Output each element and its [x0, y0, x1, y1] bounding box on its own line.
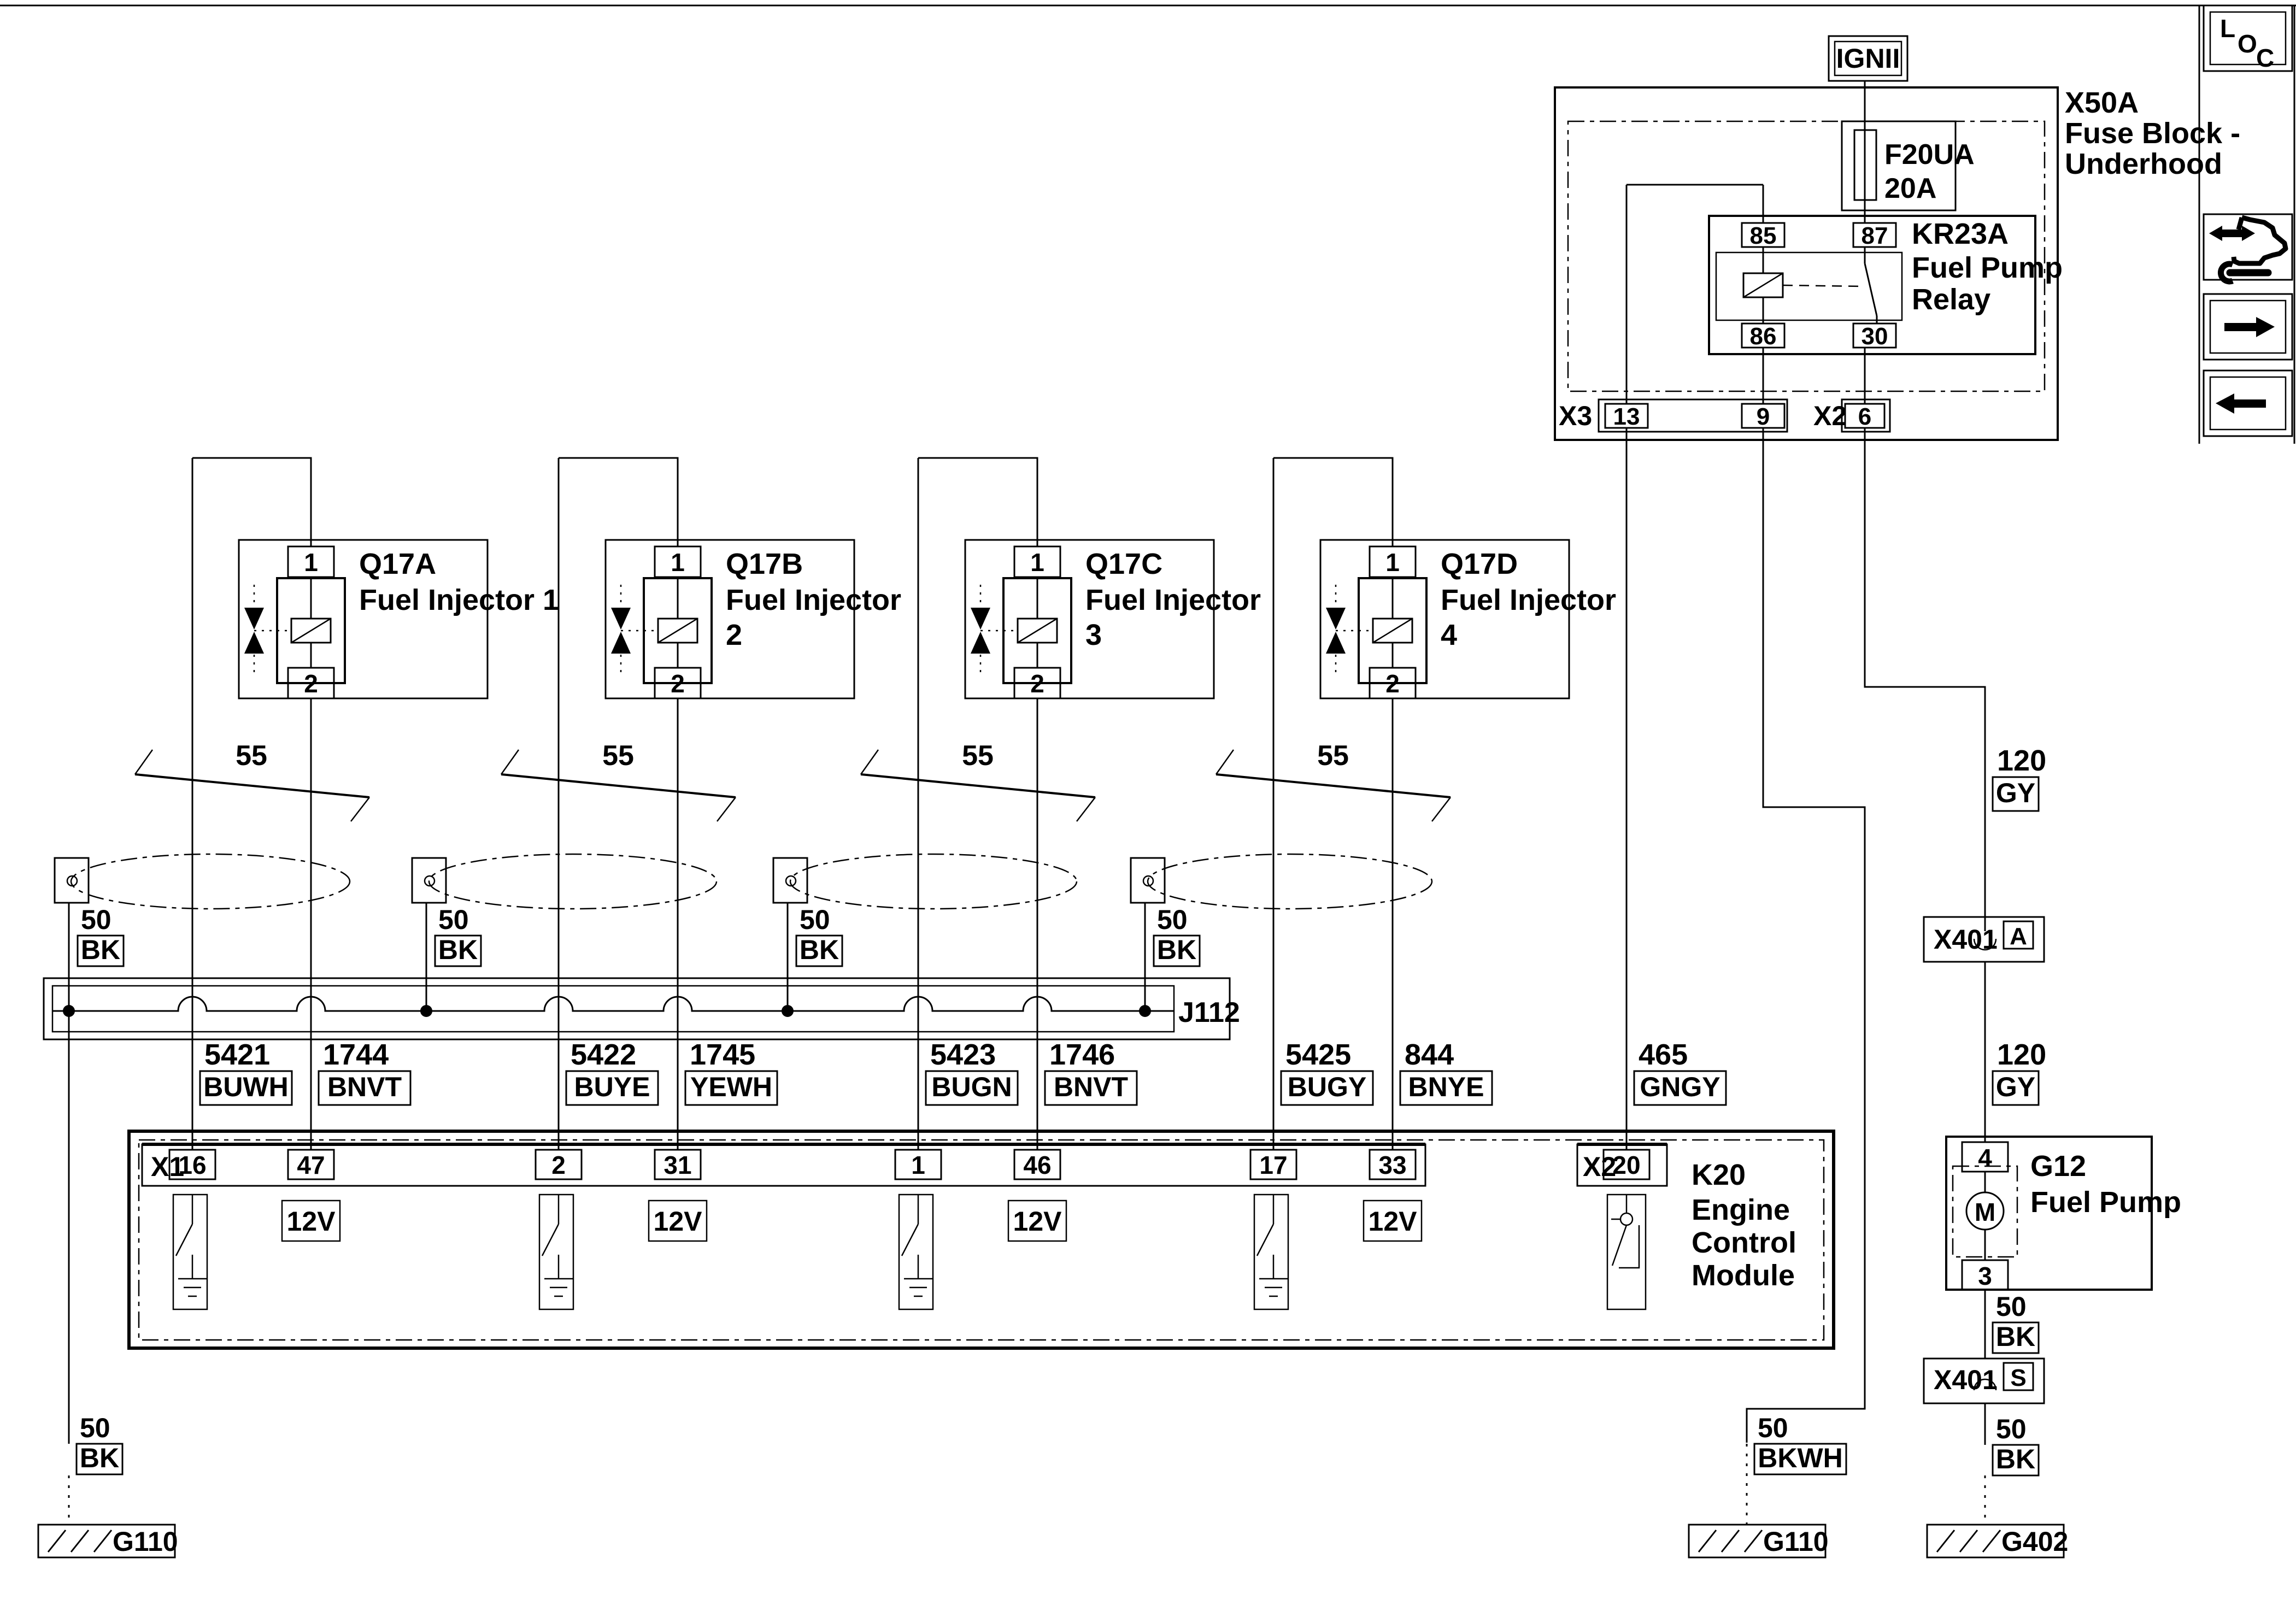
fuse-id: F20UA [1884, 139, 1975, 170]
wire-50bkwh-color: BKWH [1758, 1443, 1843, 1473]
pump-pin-3: 3 [1978, 1262, 1992, 1290]
wire-50bk-b-color: BK [1995, 1444, 2036, 1474]
fuel-pump-g12 [1946, 1137, 2181, 1290]
twisted-pair-note [135, 740, 369, 821]
connector-x3-label: X3 [1559, 401, 1593, 431]
twisted-pair-note [861, 740, 1095, 821]
wire-50bk-b-circuit: 50 [1996, 1414, 2027, 1444]
ecm-relay-driver [1607, 1195, 1646, 1309]
inline-connector-x401-a [1924, 917, 2044, 962]
wire-1744-circuit: 1744 [323, 1038, 389, 1071]
injector-channel-2 [412, 458, 901, 1150]
vehicle-diagnostic-icon [2209, 217, 2286, 281]
fuse-block-x50a [1555, 86, 2240, 440]
injector-id: Q17A [359, 548, 437, 580]
wire-120b-circuit: 120 [1997, 1038, 2047, 1071]
twist-note-label: 55 [602, 740, 634, 772]
loc-icon [2220, 14, 2274, 72]
ecm-k20 [129, 1131, 1834, 1348]
relay-switch-blade [1865, 263, 1877, 316]
v12-label: 12V [286, 1206, 336, 1237]
relay-name-2: Relay [1912, 283, 1991, 316]
ground-right-id: G402 [2001, 1526, 2069, 1557]
ecm-pin-16: 16 [178, 1151, 207, 1179]
shield-terminal [412, 858, 446, 903]
ecm-name-3: Module [1692, 1259, 1795, 1292]
wire-50bk-left-circuit: 50 [80, 1413, 110, 1443]
wire-labels-ch3 [926, 1038, 1137, 1105]
injector-pin-1: 1 [1030, 548, 1044, 577]
injector-q17a [239, 540, 559, 698]
drain-circuit: 50 [81, 904, 111, 935]
shield-ellipse [71, 854, 350, 909]
wire-5423-circuit: 5423 [930, 1038, 996, 1071]
injector-id: Q17D [1441, 548, 1518, 580]
relay-pin-87: 87 [1861, 222, 1888, 249]
wire-5421-circuit: 5421 [204, 1038, 271, 1071]
wire-5422-color: BUYE [574, 1072, 650, 1102]
wire-labels-ch1 [200, 1038, 410, 1105]
wire-1746-color: BNVT [1053, 1072, 1129, 1102]
ground-mid-id: G110 [1763, 1526, 1829, 1557]
ecm-name-2: Control [1692, 1226, 1796, 1259]
injector-valve-icon [1326, 585, 1372, 677]
shield-drain-3 [773, 858, 842, 1011]
wire-465-circuit: 465 [1639, 1038, 1688, 1071]
relay-pin-85: 85 [1749, 222, 1777, 249]
loc-letter-o: O [2238, 30, 2257, 58]
wire-5425-circuit: 5425 [1285, 1038, 1352, 1071]
arrow-right-icon [2224, 317, 2275, 337]
injector-q17b [606, 540, 901, 698]
v12-label: 12V [1013, 1206, 1062, 1237]
ecm-pin-1: 1 [911, 1151, 925, 1179]
injector-channel-4 [1131, 458, 1616, 1150]
relay-pin-86: 86 [1749, 323, 1777, 350]
shield-drain-2 [412, 858, 481, 1011]
pump-name: Fuel Pump [2030, 1186, 2182, 1219]
x401s-pin: S [2010, 1365, 2027, 1391]
loc-letter-l: L [2220, 14, 2236, 43]
ground-g110-mid [1689, 1525, 1829, 1557]
ground-left-id: G110 [113, 1526, 178, 1557]
splice-inner [52, 986, 1174, 1032]
wire-50bk-a-circuit: 50 [1996, 1291, 2027, 1322]
shield-ellipse [429, 854, 717, 909]
injector-pin-2: 2 [671, 669, 685, 698]
drain-color: BK [80, 934, 121, 965]
ecm-x1-label: X1 [151, 1151, 185, 1182]
ignition-source-tag [1829, 36, 1907, 130]
pump-pin-4: 4 [1978, 1144, 1992, 1172]
wire-50bk-a-color: BK [1995, 1321, 2036, 1352]
fuse-block-connector-x2 [1813, 399, 1890, 432]
injector-name-1: Fuel Injector 1 [359, 584, 560, 616]
injector-pin-1: 1 [671, 548, 685, 577]
ecm-12v-labels [282, 1201, 1422, 1241]
x401a-label: X401 [1934, 924, 1998, 955]
x401s-label: X401 [1934, 1365, 1998, 1395]
ground-g110-left [38, 1525, 178, 1557]
ecm-pin-33: 33 [1378, 1151, 1407, 1179]
twisted-pair-note [501, 740, 736, 821]
connector-x3-pin-13: 13 [1613, 403, 1640, 430]
wire-120a-circuit: 120 [1997, 744, 2047, 777]
injector-name-1: Fuel Injector [1441, 584, 1617, 616]
connector-x3-pin-9: 9 [1756, 403, 1770, 430]
twist-note-label: 55 [1317, 740, 1349, 772]
fuse-rating: 20A [1884, 173, 1937, 204]
drain-color: BK [438, 934, 478, 965]
relay-pin-30: 30 [1861, 323, 1888, 350]
drain-circuit: 50 [1157, 904, 1188, 935]
twist-note-label: 55 [236, 740, 267, 772]
injector-name-1: Fuel Injector [726, 584, 902, 616]
fuse-block-id: X50A [2065, 86, 2139, 119]
loc-letter-c: C [2256, 44, 2275, 72]
pump-ground-path [1924, 1290, 2044, 1525]
wire-5421-color: BUWH [203, 1072, 289, 1102]
drain-color: BK [1156, 934, 1197, 965]
ecm-id: K20 [1692, 1159, 1746, 1191]
wire-5425-color: BUGY [1287, 1072, 1367, 1102]
wire-844-color: BNYE [1408, 1072, 1484, 1102]
wire-labels-ch2 [566, 1038, 777, 1105]
v12-label: 12V [653, 1206, 702, 1237]
splice-dot [782, 1005, 794, 1017]
drain-color: BK [799, 934, 839, 965]
splice-id: J112 [1178, 997, 1240, 1028]
injector-valve-icon [971, 585, 1017, 677]
v12-label: 12V [1368, 1206, 1417, 1237]
ecm-pin-47: 47 [297, 1151, 325, 1179]
relay-name-1: Fuel Pump [1912, 251, 2063, 284]
wire-1745-color: YEWH [690, 1072, 772, 1102]
connector-x2-label: X2 [1813, 401, 1847, 431]
shield-drain-4 [1131, 858, 1200, 1011]
ecm-pin-2: 2 [551, 1151, 566, 1179]
injector-valve-icon [611, 585, 657, 677]
injector-pin-1: 1 [304, 548, 318, 577]
relay-link-dashed [1783, 285, 1863, 286]
splice-pack-j112 [44, 978, 1240, 1039]
wire-50bk-left-color: BK [79, 1443, 120, 1473]
pump-id: G12 [2030, 1150, 2087, 1183]
drain-circuit: 50 [438, 904, 469, 935]
injector-channel-1 [55, 458, 559, 1150]
injector-pin-1: 1 [1385, 548, 1400, 577]
ecm-name-1: Engine [1692, 1193, 1790, 1226]
wire-1746-circuit: 1746 [1049, 1038, 1115, 1071]
wire-844-circuit: 844 [1405, 1038, 1454, 1071]
injector-q17c [965, 540, 1261, 698]
ground-g402 [1927, 1525, 2068, 1557]
ecm-driver-3 [899, 1195, 933, 1309]
injector-name-1: Fuel Injector [1085, 584, 1261, 616]
splice-dot [1139, 1005, 1151, 1017]
ecm-x2-label: X2 [1583, 1151, 1617, 1182]
relay-kr23a [1626, 185, 2063, 404]
forward-button[interactable] [2204, 294, 2292, 360]
ecm-id-block [1692, 1159, 1796, 1292]
wire-labels-ch4 [1281, 1038, 1492, 1105]
fuse-f20ua [1842, 121, 1975, 223]
pump-feed-wire [1865, 428, 2046, 1142]
arrow-left-icon [2216, 393, 2266, 414]
twisted-pair-note [1216, 740, 1451, 821]
shield-ellipse [790, 854, 1077, 909]
back-button[interactable] [2204, 371, 2292, 436]
connector-x2-pin-6: 6 [1858, 403, 1872, 430]
wire-5422-circuit: 5422 [571, 1038, 637, 1071]
splice-dot [420, 1005, 432, 1017]
wire-1744-color: BNVT [327, 1072, 402, 1102]
wire-120b-color: GY [1995, 1072, 2036, 1102]
fuse-block-name-1: Fuse Block - [2065, 117, 2241, 150]
ignition-label: IGNII [1836, 43, 1900, 74]
twist-note-label: 55 [962, 740, 994, 772]
ecm-driver-2 [539, 1195, 573, 1309]
x401a-pin: A [2010, 923, 2027, 950]
injector-q17d [1320, 540, 1616, 698]
fuse-block-connector-x3 [1559, 399, 1787, 432]
wire-465-color: GNGY [1640, 1072, 1720, 1102]
inline-connector-x401-s [1924, 1359, 2044, 1403]
fuse-block-name-2: Underhood [2065, 148, 2222, 180]
wire-1745-circuit: 1745 [690, 1038, 756, 1071]
shield-ellipse [1148, 854, 1432, 909]
ecm-driver-1 [173, 1195, 207, 1309]
loc-button[interactable] [2204, 5, 2292, 72]
injector-id: Q17B [726, 548, 803, 580]
injector-valve-icon [244, 585, 290, 677]
wire-50bkwh-circuit: 50 [1758, 1413, 1788, 1443]
shield-drain-1 [55, 858, 124, 1011]
motor-label: M [1974, 1198, 1996, 1226]
relay-id: KR23A [1912, 217, 2009, 250]
left-ground-run [69, 1011, 122, 1525]
injector-pin-2: 2 [1385, 669, 1400, 698]
wire-5423-color: BUGN [931, 1072, 1012, 1102]
relay-control-wire [1626, 428, 1726, 1150]
ecm-pin-46: 46 [1023, 1151, 1052, 1179]
ecm-dashdot [139, 1140, 1824, 1340]
ecm-driver-4 [1254, 1195, 1288, 1309]
injector-name-2: 3 [1085, 619, 1102, 651]
ecm-pin-31: 31 [663, 1151, 692, 1179]
ecm-connector-x2 [1577, 1144, 1667, 1186]
ecm-pin-20: 20 [1612, 1151, 1641, 1179]
toolbar [2204, 5, 2292, 436]
splice-bus [52, 997, 1174, 1011]
injector-id: Q17C [1085, 548, 1163, 580]
wire-120a-color: GY [1995, 778, 2036, 808]
ecm-connector-x1 [142, 1144, 1425, 1186]
injector-pin-2: 2 [304, 669, 318, 698]
vehicle-diagnostic-button[interactable] [2204, 214, 2292, 281]
injector-name-2: 2 [726, 619, 743, 651]
injector-name-2: 4 [1441, 619, 1458, 651]
drain-circuit: 50 [800, 904, 830, 935]
relay-ground-wire [1747, 428, 1865, 1525]
ecm-pin-17: 17 [1259, 1151, 1288, 1179]
injector-channel-3 [773, 458, 1261, 1150]
injector-pin-2: 2 [1030, 669, 1044, 698]
